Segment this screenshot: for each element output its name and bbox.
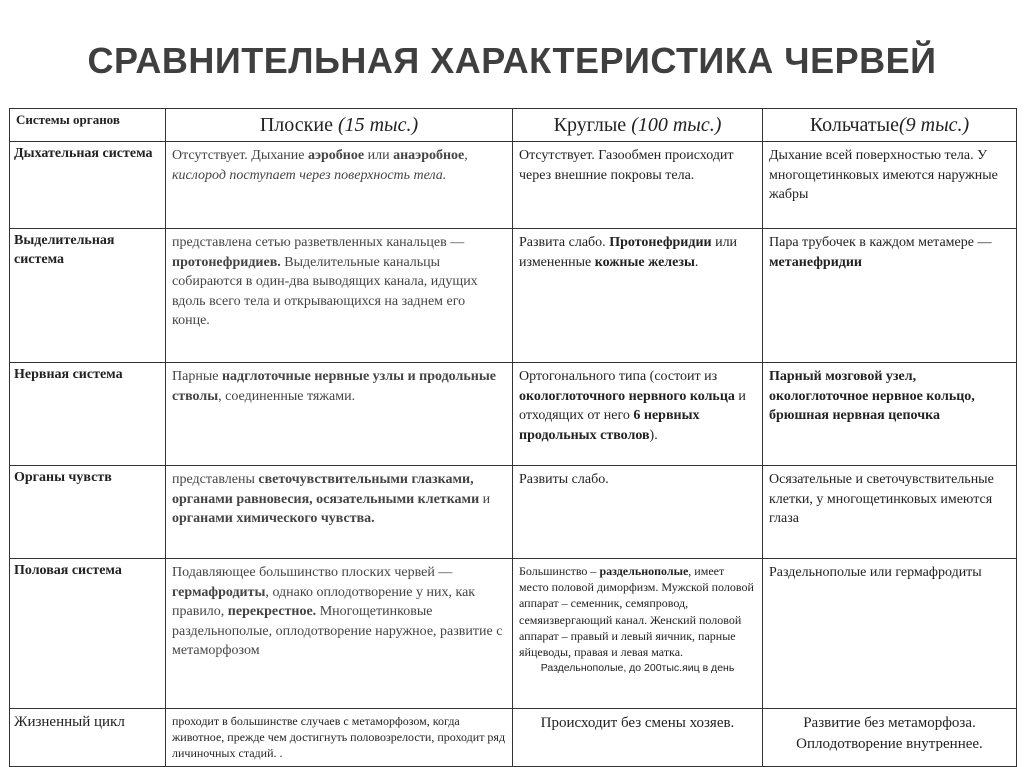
header-annelids-count: (9 тыс.) xyxy=(898,114,970,136)
row-label-reproductive: Половая система xyxy=(10,559,166,709)
cell-life-flat: проходит в большинстве случаев с метаморфозом, когда животное, прежде чем достигнуть половозрелости, проходит ряд личиночных стадий. . xyxy=(166,709,513,767)
cell-nerv-ringed: Парный мозговой узел, окологлоточное нервное кольцо, брюшная нервная цепочка xyxy=(763,363,1017,466)
header-flatworms xyxy=(166,109,513,142)
header-roundworms-name: Круглые xyxy=(553,114,632,136)
text-italic: , кислород поступает через поверхность тела. xyxy=(172,148,468,183)
cell-resp-round: Отсутствует. Газообмен происходит через внешние покровы тела. xyxy=(513,142,763,229)
page-title: СРАВНИТЕЛЬНАЯ ХАРАКТЕРИСТИКА ЧЕРВЕЙ xyxy=(87,40,937,81)
cell-nerv-flat xyxy=(166,363,513,466)
text: , однако оплодотворение у них, как правило, xyxy=(172,584,476,620)
row-label-respiratory: Дыхательная система xyxy=(10,142,166,229)
text: представлена сетью разветвленных канальцев — xyxy=(172,235,465,250)
header-annelids-name: Кольчатые xyxy=(809,114,899,136)
text-bold: надглоточные нервные узлы и продольные стволы xyxy=(172,369,496,404)
header-flatworms-count: (15 тыс.) xyxy=(337,114,419,136)
text-bold: протонефридиев. xyxy=(172,254,281,270)
text: Парные xyxy=(172,369,222,384)
cell-sex-flat xyxy=(166,559,513,709)
text: или xyxy=(364,148,394,163)
cell-resp-ringed: Дыхание всей поверхностью тела. У многощетинковых имеются наружные жабры xyxy=(763,142,1017,229)
cell-nerv-round xyxy=(513,363,763,466)
text: представлены xyxy=(172,472,259,487)
row-label-senses: Органы чувств xyxy=(10,466,166,559)
table-row-nervous xyxy=(10,363,1017,466)
text-bold: органами химического чувства. xyxy=(172,511,375,527)
text-bold: метанефридии xyxy=(769,254,863,270)
cell-sense-flat xyxy=(166,466,513,559)
text-bold: 6 нервных продольных стволов xyxy=(519,408,700,443)
text-bold: кожные железы xyxy=(594,254,695,270)
cell-sense-ringed: Осязательные и светочувствительные клетки, у многощетинковых имеются глаза xyxy=(763,466,1017,559)
table-row-lifecycle xyxy=(10,709,1017,767)
text: Развита слабо. xyxy=(519,235,610,250)
cell-life-round: Происходит без смены хозяев. xyxy=(513,709,763,767)
row-label-nervous: Нервная система xyxy=(10,363,166,466)
cell-life-ringed: Развитие без метаморфоза. Оплодотворение внутреннее. xyxy=(763,709,1017,767)
text: Большинство – xyxy=(519,564,600,578)
text-bold: аэробное xyxy=(307,148,365,163)
text: Отсутствует. Дыхание xyxy=(172,148,308,163)
cell-excr-round xyxy=(513,229,763,363)
cell-excr-ringed xyxy=(763,229,1017,363)
text: , имеет место половой диморфизм. Мужской половой аппарат – семенник, семяпровод, семяизвергающий канал. Женский половой аппарат – правый и левый яичник, парные яйцеводы, правая и левая матка. xyxy=(519,564,754,659)
text: Ортогонального типа (состоит из xyxy=(519,369,718,384)
cell-sex-round xyxy=(513,559,763,709)
comparison-table xyxy=(9,108,1017,767)
header-annelids xyxy=(763,109,1017,142)
text-bold: Протонефридии xyxy=(609,235,712,250)
table-header-row xyxy=(10,109,1017,142)
footnote: Раздельнополые, до 200тыс.яиц в день xyxy=(540,662,735,675)
text-bold: раздельнополые xyxy=(599,564,689,578)
header-flatworms-name: Плоские xyxy=(259,114,338,136)
text: Выделительные канальцы собираются в один-два выводящих канала, идущих вдоль всего тела и открывающихся на заднем его конце. xyxy=(172,254,478,329)
table-row-senses xyxy=(10,466,1017,559)
cell-excr-flat xyxy=(166,229,513,363)
text: Многощетинковые раздельнополые, оплодотворение наружное, развитие с метаморфозом xyxy=(172,604,503,659)
cell-sex-ringed: Раздельнополые или гермафродиты xyxy=(763,559,1017,709)
table-row-excretory xyxy=(10,229,1017,363)
text: и xyxy=(479,491,491,507)
text: и отходящих от него xyxy=(519,388,746,424)
text: ). xyxy=(649,427,658,443)
header-organ-systems: Системы органов xyxy=(10,109,166,142)
text-bold: светочувствительными глазками, органами равновесия, осязательными клетками xyxy=(172,472,480,507)
table-row-respiratory xyxy=(10,142,1017,229)
text: , соединенные тяжами. xyxy=(218,388,356,404)
text-bold: окологлоточного нервного кольца xyxy=(519,388,735,404)
table-row-reproductive xyxy=(10,559,1017,709)
text: Пара трубочек в каждом метамере — xyxy=(769,235,992,250)
header-roundworms xyxy=(513,109,763,142)
text-bold: перекрестное. xyxy=(227,604,317,620)
cell-resp-flat xyxy=(166,142,513,229)
cell-sense-round: Развиты слабо. xyxy=(513,466,763,559)
text: или измененные xyxy=(519,235,738,270)
text-bold: анаэробное xyxy=(393,148,465,163)
row-label-lifecycle: Жизненный цикл xyxy=(10,709,166,767)
text: . xyxy=(694,254,699,270)
text-bold: гермафродиты xyxy=(172,584,266,600)
row-label-excretory: Выделительная система xyxy=(10,229,166,363)
header-roundworms-count: (100 тыс.) xyxy=(631,114,722,136)
text: Подавляющее большинство плоских червей — xyxy=(172,565,453,580)
